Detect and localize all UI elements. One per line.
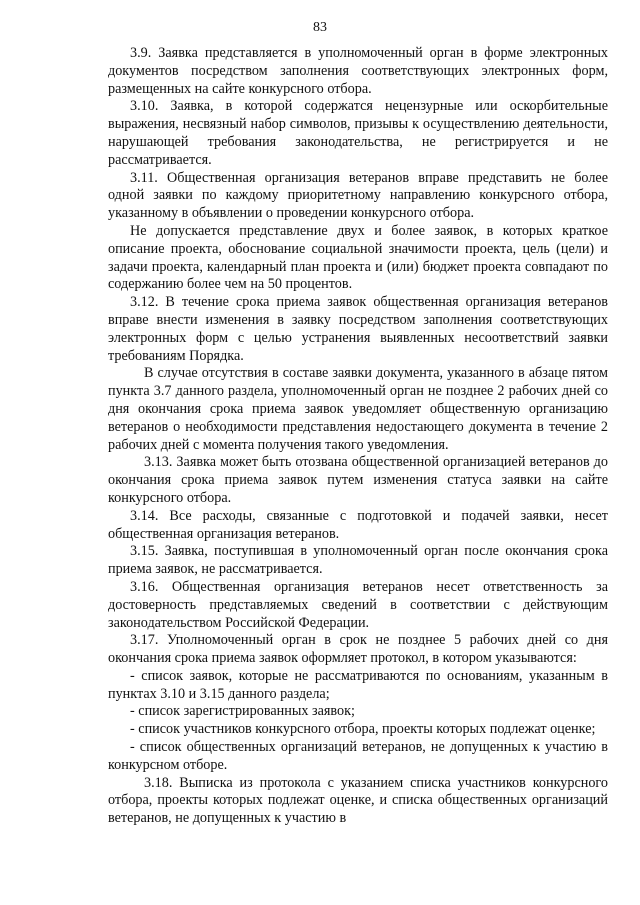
list-item-participants: - список участников конкурсного отбора, проекты которых подлежат оценке; xyxy=(130,721,596,738)
paragraph-3-14: 3.14. Все расходы, связанные с подготовкой и подачей заявки, несет общественная организация ветеранов. xyxy=(108,507,608,542)
paragraph-3-16: 3.16. Общественная организация ветеранов несет ответственность за достоверность представляемых сведений в соответствии с действующим законодательством Российской Федерации. xyxy=(108,578,608,631)
paragraph-3-17: 3.17. Уполномоченный орган в срок не позднее 5 рабочих дней со дня окончания срока приема заявок оформляет протокол, в котором указываются: xyxy=(108,632,608,667)
paragraph-3-15: 3.15. Заявка, поступившая в уполномоченный орган после окончания срока приема заявок, не рассматривается. xyxy=(108,543,608,578)
paragraph-3-18: 3.18. Выписка из протокола с указанием списка участников конкурсного отбора, проекты которых подлежат оценке, и списка общественных организаций ветеранов, не допущенных к участию в xyxy=(108,774,608,827)
paragraph-missing-document: В случае отсутствия в составе заявки документа, указанного в абзаце пятом пункта 3.7 данного раздела, уполномоченный орган не позднее 2 рабочих дней со дня окончания срока приема заявок уведомляет общественную организацию ветеранов о необходимости представления недостающего документа в течение 2 рабочих дней с момента получения такого уведомления. xyxy=(108,365,608,453)
paragraph-3-13: 3.13. Заявка может быть отозвана общественной организацией ветеранов до окончания срока приема заявок путем изменения статуса заявки на сайте конкурсного отбора. xyxy=(108,454,608,506)
paragraph-duplicate-applications: Не допускается представление двух и более заявок, в которых краткое описание проекта, обоснование социальной значимости проекта, цель (цели) и задачи проекта, календарный план проекта и (или) бюджет проекта совпадают по содержанию более чем на 50 процентов. xyxy=(108,222,608,293)
paragraph-3-9: 3.9. Заявка представляется в уполномоченный орган в форме электронных документов посредством заполнения соответствующих электронных форм, размещенных на сайте конкурсного отбора. xyxy=(108,45,608,97)
paragraph-3-12: 3.12. В течение срока приема заявок общественная организация ветеранов вправе внести изменения в заявку посредством заполнения соответствующих электронных форм с целью устранения выявленных несоответствий заявки требованиям Порядка. xyxy=(108,294,608,364)
list-item-not-admitted: - список общественных организаций ветеранов, не допущенных к участию в конкурсном отборе. xyxy=(108,739,608,773)
document-body xyxy=(108,45,608,828)
list-item-registered-applications: - список зарегистрированных заявок; xyxy=(130,703,355,720)
paragraph-3-10: 3.10. Заявка, в которой содержатся нецензурные или оскорбительные выражения, несвязный набор символов, призывы к осуществлению деятельности, нарушающей требования законодательства, не регистрируется и не рассматривается. xyxy=(108,98,608,168)
page-number: 83 xyxy=(313,20,327,35)
paragraph-3-11: 3.11. Общественная организация ветеранов вправе представить не более одной заявки по каждому приоритетному направлению конкурсного отбора, указанному в объявлении о проведении конкурсного отбора. xyxy=(108,169,608,222)
list-item-rejected-applications: - список заявок, которые не рассматриваются по основаниям, указанным в пунктах 3.10 и 3.15 данного раздела; xyxy=(108,667,608,702)
